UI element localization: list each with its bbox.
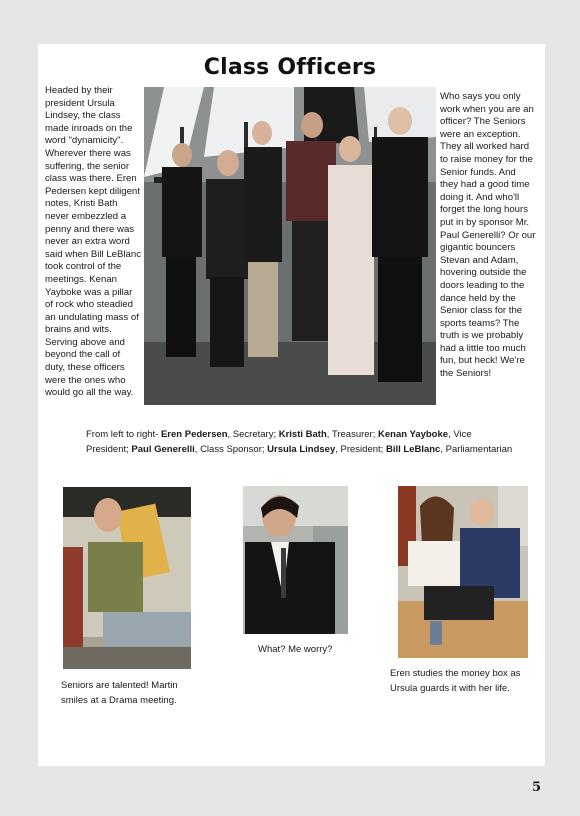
drama-meeting-photo	[63, 487, 191, 669]
caption-name-5: Ursula Lindsey	[267, 444, 336, 455]
left-column-text: Headed by their president Ursula Lindsey, the class made inroads on the word "dynamicity". Wherever there was suffering, the senior class was there. Eren Pedersen kept diligent notes, Kristi Bath never embezzled a penny and there was never an extra word said when Bill LeBlanc took control of the meetings. Kenan Yayboke was a pillar of rock who steadied an undulating mass of brains and wits. Serving above and beyond the call of duty, these officers were the ones who would go all the way.	[45, 85, 141, 399]
caption-prefix: From left to right-	[86, 429, 161, 440]
caption-name-4: Paul Generelli	[131, 444, 195, 455]
caption-role-2: , Treasurer;	[326, 429, 378, 440]
caption-role-4: , Class Sponsor;	[194, 444, 268, 455]
portrait-photo	[243, 486, 348, 634]
caption-name-2: Kristi Bath	[278, 429, 327, 440]
caption-role-3: , Vice President;	[86, 429, 472, 455]
portrait-caption: What? Me worry?	[258, 644, 333, 655]
caption-name-6: Bill LeBlanc	[385, 444, 441, 455]
right-column-text: Who says you only work when you are an officer? The Seniors were an exception. They all worked hard to raise money for the Senior funds. And they had a good time doing it. And who'll forget the long hours put in by sponsor Mr. Paul Generelli? Or our gigantic bouncers Stevan and Adam, hovering outside the doors leading to the dance held by the Senior class for the sports teams? The truth is we probably had a little too much fun, but heck! We're the Seniors!	[440, 91, 536, 380]
group-photo	[144, 87, 436, 405]
caption-name-1: Eren Pedersen	[160, 429, 228, 440]
money-box-caption: Eren studies the money box as Ursula guards it with her life.	[390, 668, 521, 694]
caption-role-6: , Parliamentarian	[440, 444, 513, 455]
page-title: Class Officers	[203, 55, 377, 80]
caption-name-3: Kenan Yayboke	[378, 429, 449, 440]
caption-role-1: , Secretary;	[227, 429, 279, 440]
drama-meeting-caption: Seniors are talented! Martin smiles at a Drama meeting.	[61, 680, 178, 706]
money-box-photo	[398, 486, 528, 658]
caption-role-5: , President;	[335, 444, 386, 455]
group-photo-caption	[86, 427, 516, 457]
page-number: 5	[532, 780, 542, 795]
